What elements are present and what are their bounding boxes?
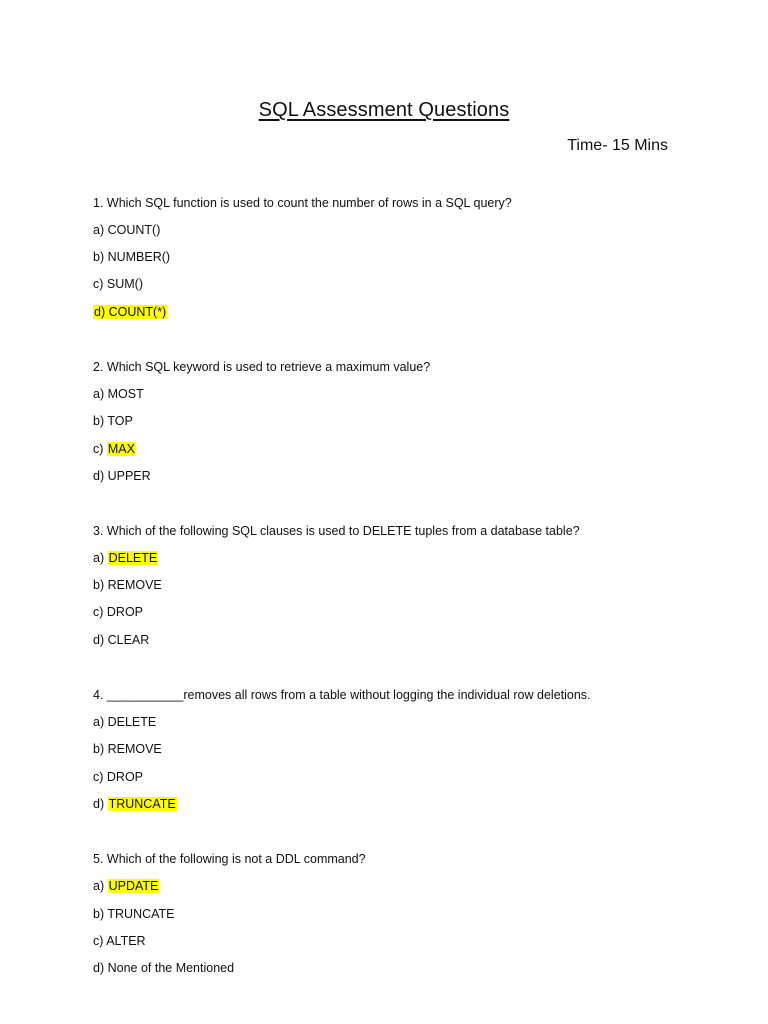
question-3-option-d: d) CLEAR [93, 633, 150, 647]
question-1-text: 1. Which SQL function is used to count the number of rows in a SQL query? [93, 196, 512, 210]
answer-highlight: TRUNCATE [108, 797, 176, 811]
question-4-option-d: d) TRUNCATE [93, 797, 176, 811]
question-4-option-b: b) REMOVE [93, 742, 162, 756]
answer-highlight: d) COUNT(*) [94, 305, 167, 319]
question-2-option-d: d) UPPER [93, 469, 151, 483]
answer-highlight: UPDATE [108, 879, 159, 893]
question-5-option-d: d) None of the Mentioned [93, 961, 235, 975]
answer-highlight: MAX [107, 442, 135, 456]
time-limit: Time- 15 Mins [567, 137, 668, 154]
question-5-option-c: c) ALTER [93, 934, 146, 948]
question-2-option-a: a) MOST [93, 387, 144, 401]
question-3-option-c: c) DROP [93, 605, 144, 619]
document-title: SQL Assessment Questions [258, 99, 510, 121]
question-3-text: 3. Which of the following SQL clauses is used to DELETE tuples from a database table? [93, 524, 580, 538]
question-1-option-b: b) NUMBER() [93, 250, 171, 264]
answer-highlight: DELETE [108, 551, 158, 565]
question-1-option-a: a) COUNT() [93, 223, 161, 237]
question-2-option-b: b) TOP [93, 414, 133, 428]
question-2-option-c: c) MAX [93, 442, 135, 456]
question-5-option-a: a) UPDATE [93, 879, 159, 893]
question-1-option-c: c) SUM() [93, 277, 143, 291]
question-3-option-b: b) REMOVE [93, 578, 162, 592]
question-5-text: 5. Which of the following is not a DDL command? [93, 852, 366, 866]
question-4-text: 4. ___________removes all rows from a table without logging the individual row deletions. [93, 688, 591, 702]
question-2-text: 2. Which SQL keyword is used to retrieve a maximum value? [93, 360, 431, 374]
question-5-option-b: b) TRUNCATE [93, 907, 175, 921]
question-1-option-d [93, 304, 167, 320]
question-3-option-a: a) DELETE [93, 551, 158, 565]
question-4-option-c: c) DROP [93, 770, 144, 784]
question-4-option-a: a) DELETE [93, 715, 157, 729]
